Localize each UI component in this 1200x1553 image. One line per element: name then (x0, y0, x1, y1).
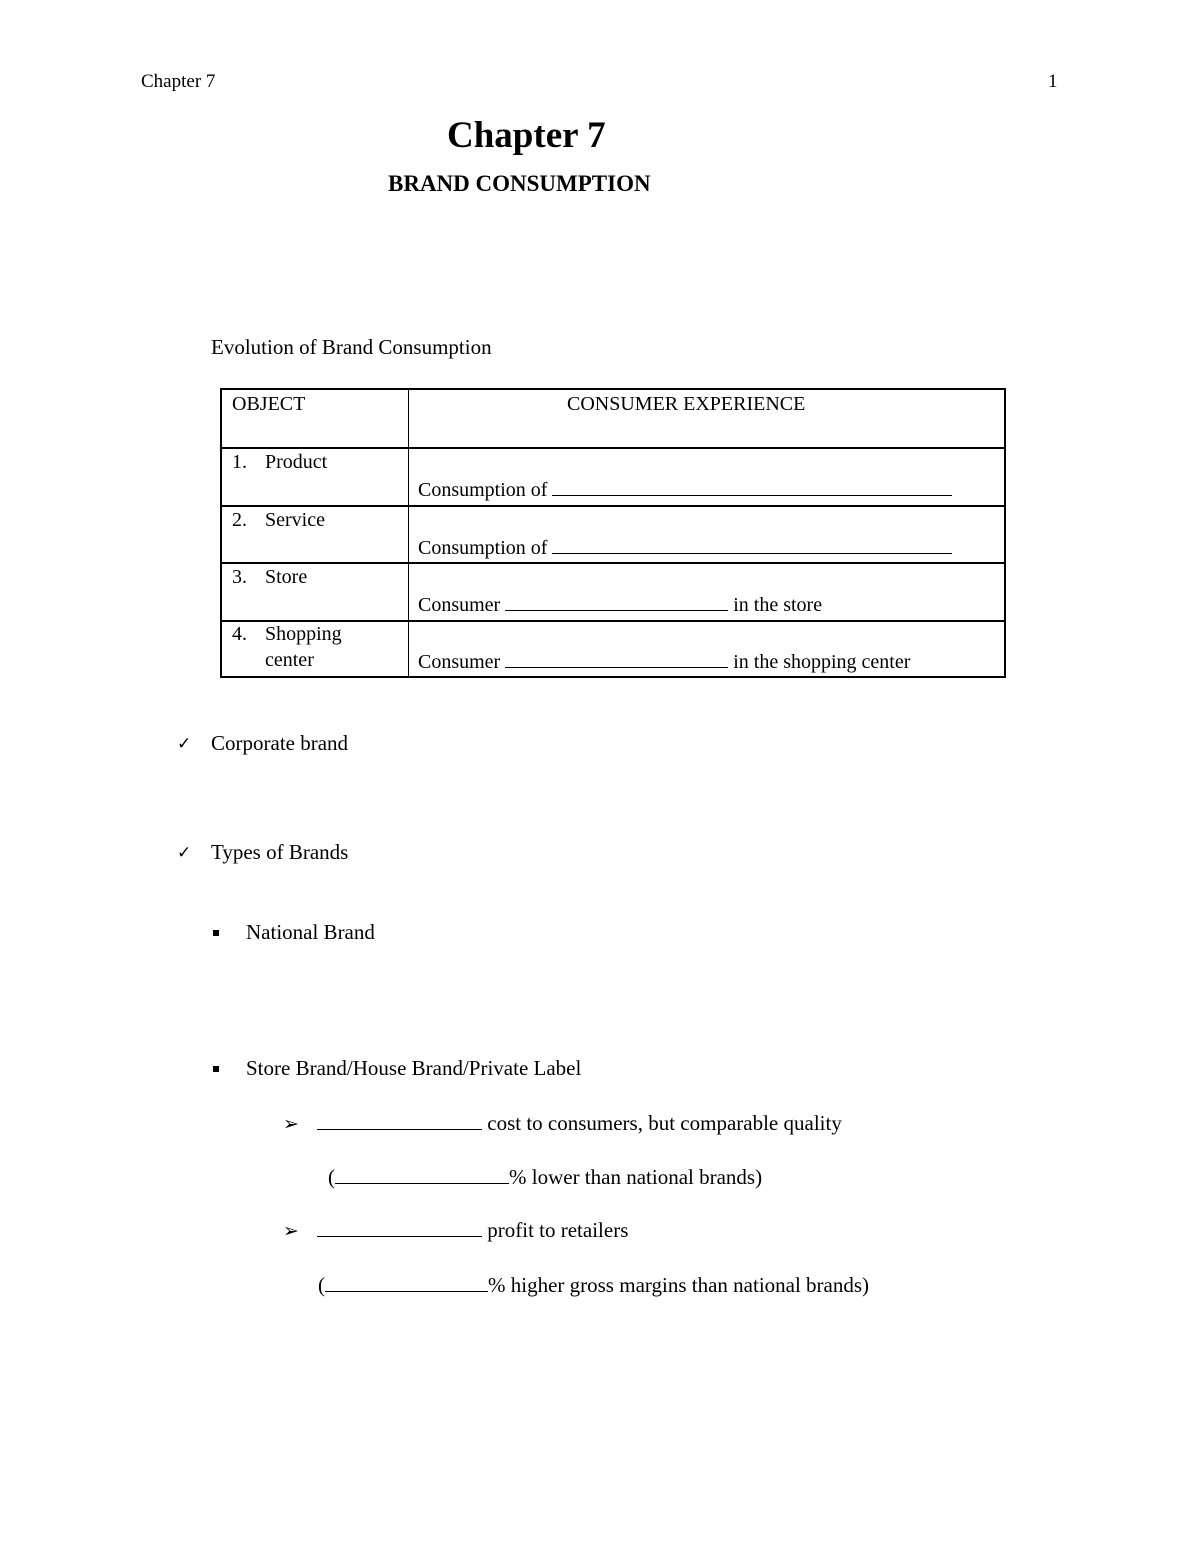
square-bullet-icon (213, 1066, 219, 1072)
row-number: 4. (232, 623, 247, 645)
experience-suffix: in the shopping center (733, 651, 911, 673)
list-item-store-brand: Store Brand/House Brand/Private Label (246, 1056, 582, 1080)
list-item-national-brand: National Brand (246, 920, 375, 944)
fill-in-blank (552, 535, 952, 554)
point-text: cost to consumers, but comparable quality (487, 1111, 842, 1135)
row-object: Store (265, 566, 308, 588)
checkmark-icon: ✓ (177, 734, 192, 754)
table-column-divider (408, 390, 409, 676)
row-number: 3. (232, 566, 247, 588)
page-subtitle: BRAND CONSUMPTION (388, 171, 651, 196)
fill-in-blank (335, 1165, 509, 1184)
fill-in-blank (505, 592, 728, 611)
section-heading: Evolution of Brand Consumption (211, 335, 492, 359)
arrow-bullet-icon: ➢ (283, 1113, 299, 1135)
note-suffix: % higher gross margins than national brands) (488, 1273, 870, 1297)
list-item-corporate-brand: Corporate brand (211, 731, 349, 755)
fill-in-blank (317, 1218, 482, 1237)
note-suffix: % lower than national brands) (509, 1165, 763, 1189)
row-number: 1. (232, 451, 247, 473)
row-experience (418, 535, 952, 560)
experience-prefix: Consumption of (418, 479, 548, 501)
private-label-point (317, 1111, 842, 1136)
row-object: Service (265, 509, 325, 531)
fill-in-blank (552, 477, 952, 496)
row-experience (418, 592, 822, 617)
row-experience (418, 649, 910, 674)
square-bullet-icon (213, 930, 219, 936)
table-row-divider (222, 447, 1004, 449)
point-text: profit to retailers (487, 1218, 629, 1242)
row-object: Product (265, 451, 328, 473)
table-header-object: OBJECT (232, 393, 306, 415)
fill-in-blank (325, 1273, 488, 1292)
note-prefix: ( (318, 1273, 325, 1297)
fill-in-blank (505, 649, 728, 668)
page-number: 1 (1048, 71, 1058, 92)
row-number: 2. (232, 509, 247, 531)
fill-in-blank (317, 1111, 482, 1130)
checkmark-icon: ✓ (177, 843, 192, 863)
table-row-divider (222, 505, 1004, 507)
arrow-bullet-icon: ➢ (283, 1220, 299, 1242)
experience-suffix: in the store (733, 594, 823, 616)
experience-prefix: Consumer (418, 594, 501, 616)
page-title: Chapter 7 (447, 115, 606, 156)
private-label-note (328, 1165, 762, 1190)
row-object: Shopping (265, 623, 342, 645)
private-label-point (317, 1218, 628, 1243)
experience-prefix: Consumer (418, 651, 501, 673)
note-prefix: ( (328, 1165, 335, 1189)
row-object-line2: center (265, 649, 314, 671)
table-header-consumer-experience: CONSUMER EXPERIENCE (567, 393, 806, 415)
private-label-note (318, 1273, 869, 1298)
table-row-divider (222, 562, 1004, 564)
list-item-types-of-brands: Types of Brands (211, 840, 349, 864)
experience-prefix: Consumption of (418, 537, 548, 559)
brand-evolution-table (220, 388, 1006, 678)
table-row-divider (222, 620, 1004, 622)
row-experience (418, 477, 952, 502)
page-header-chapter: Chapter 7 (141, 71, 216, 92)
